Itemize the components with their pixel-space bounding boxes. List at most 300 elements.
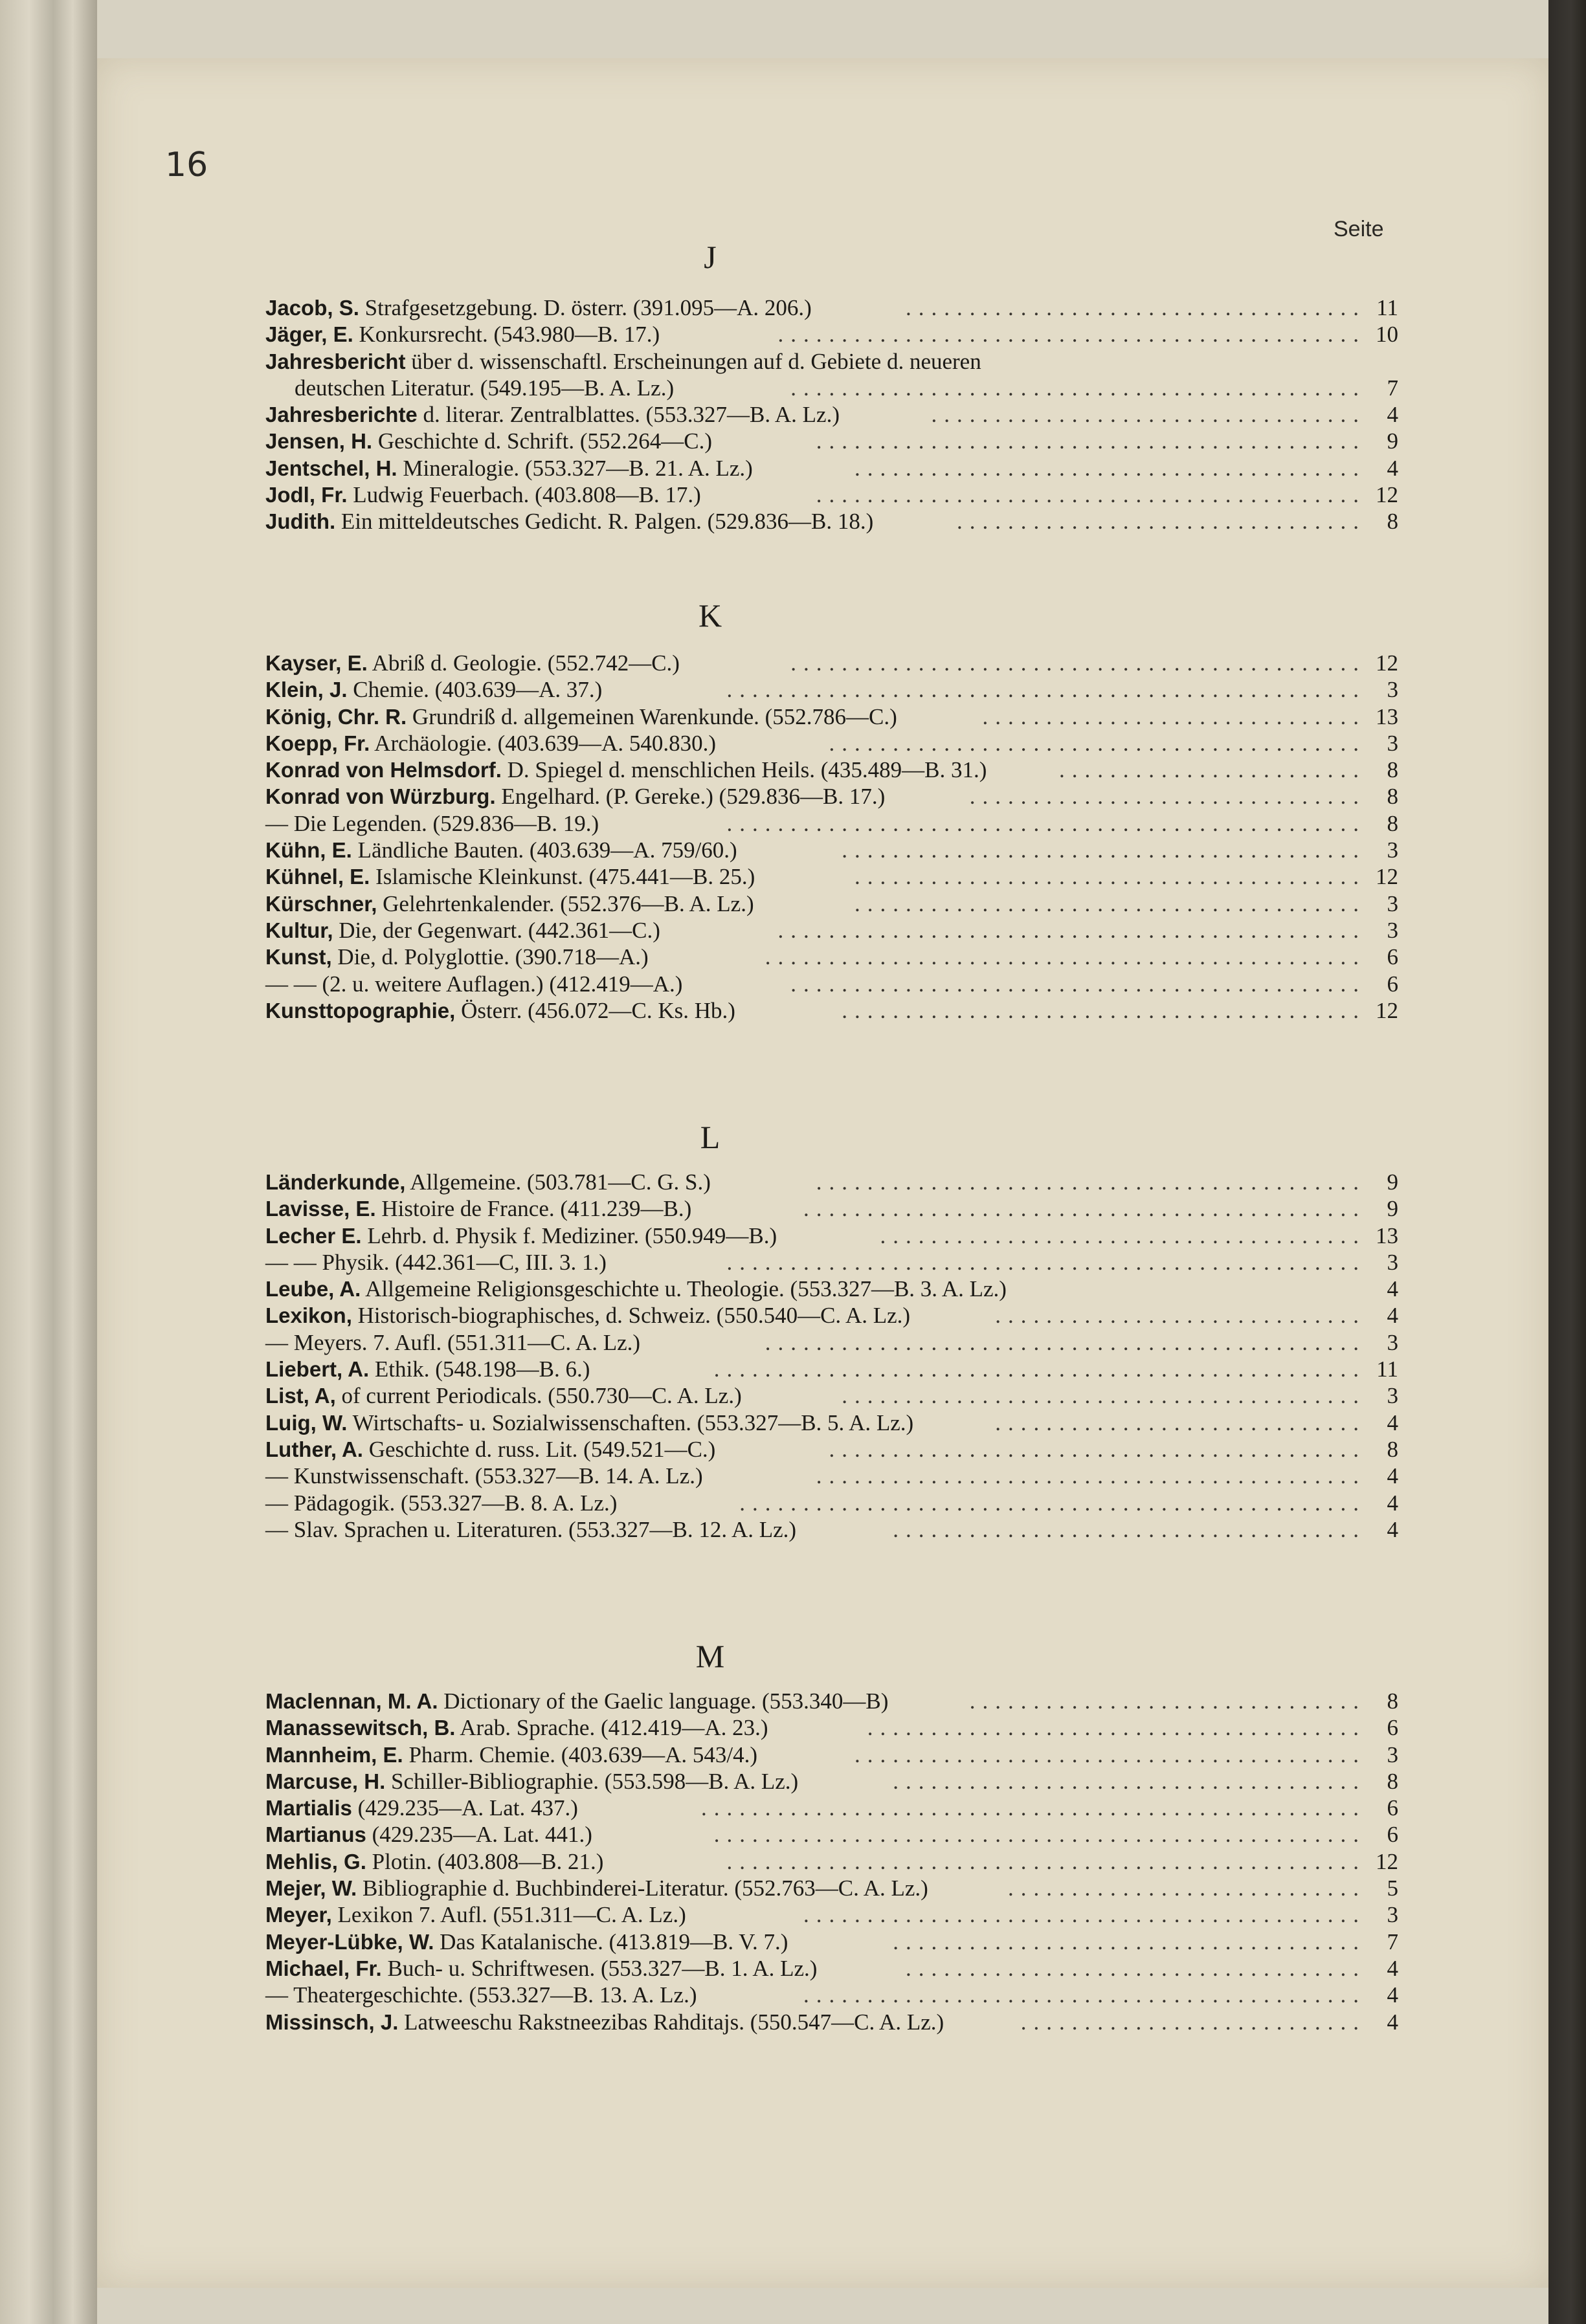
entry-heading: Lavisse, E. [265, 1197, 376, 1221]
entry-page-ref: 4 [1387, 1463, 1398, 1489]
entry-heading: Marcuse, H. [265, 1769, 386, 1793]
dot-leader: .................................... [906, 295, 1366, 320]
entry-heading: Kühn, E. [265, 838, 352, 863]
entry-description: Österr. (456.072—C. Ks. Hb.) [455, 997, 735, 1023]
entry-text [265, 1848, 603, 1875]
entry-description: — Kunstwissenschaft. (553.327—B. 14. A. Lz.) [265, 1463, 703, 1489]
entry-text [265, 508, 873, 535]
entry-description: Bibliographie d. Buchbinderei-Literatur. (552.763—C. A. Lz.) [357, 1876, 928, 1901]
seite-column-label: Seite [1334, 217, 1384, 241]
entry-page-ref: 3 [1387, 1249, 1398, 1275]
entry-page-ref: 8 [1387, 509, 1398, 535]
entry-page-ref: 4 [1387, 1303, 1398, 1329]
dot-leader: ...................................... [880, 1223, 1366, 1248]
scan-background-edge [1548, 0, 1586, 2324]
index-entry [265, 810, 1398, 837]
entry-page-ref: 4 [1387, 2009, 1398, 2035]
entry-page-ref: 10 [1376, 322, 1398, 348]
entry-description: Die, d. Polyglottie. (390.718—A.) [331, 944, 649, 970]
entry-heading: Jahresberichte [265, 403, 418, 427]
dot-leader: ............................................ [803, 1196, 1366, 1222]
index-entry [265, 891, 1398, 917]
dot-leader: .................................................. [726, 677, 1366, 703]
entry-list [265, 650, 1398, 1024]
entry-page-ref: 7 [1387, 1929, 1398, 1954]
entry-heading: Konrad von Helmsdorf. [265, 758, 502, 782]
entry-heading: Mehlis, G. [265, 1849, 366, 1874]
dot-leader: ........................................ [854, 455, 1366, 481]
entry-page-ref: 13 [1376, 703, 1398, 729]
entry-list [265, 1688, 1398, 2035]
entry-page-ref: 7 [1387, 375, 1398, 401]
entry-heading: König, Chr. R. [265, 704, 407, 729]
entry-page-ref: 8 [1387, 784, 1398, 810]
dot-leader: ........................ [1059, 757, 1366, 783]
dot-leader: ................................................. [739, 1490, 1366, 1516]
dot-leader: .................................. [931, 402, 1366, 428]
entry-heading: Maclennan, M. A. [265, 1689, 438, 1713]
dot-leader: ............................................... [765, 1329, 1366, 1355]
dot-leader: ..................................... [893, 1516, 1366, 1542]
entry-page-ref: 8 [1387, 1436, 1398, 1462]
entry-description: — Pädagogik. (553.327—B. 8. A. Lz.) [265, 1490, 618, 1516]
index-entry [265, 428, 1398, 454]
entry-page-ref: 8 [1387, 810, 1398, 836]
entry-text [265, 1463, 703, 1489]
entry-page-ref: 6 [1387, 971, 1398, 997]
entry-heading: Meyer-Lübke, W. [265, 1929, 434, 1954]
dot-leader: .................................................. [726, 1848, 1366, 1874]
entry-description: Geschichte d. Schrift. (552.264—C.) [372, 428, 712, 454]
entry-heading: Klein, J. [265, 678, 348, 702]
dot-leader: ............................. [995, 1303, 1366, 1329]
entry-description: Histoire de France. (411.239—B.) [375, 1196, 692, 1222]
entry-page-ref: 9 [1387, 1169, 1398, 1195]
entry-page-ref: 4 [1387, 1516, 1398, 1542]
entry-page-ref: 3 [1387, 917, 1398, 943]
entry-page-ref: 3 [1387, 1383, 1398, 1409]
dot-leader: ............................... [969, 1688, 1366, 1714]
entry-text [295, 375, 674, 401]
index-entry [265, 1490, 1398, 1516]
index-entry [265, 863, 1398, 890]
index-entry [265, 944, 1398, 970]
index-entry [265, 348, 1398, 375]
index-entry [265, 1356, 1398, 1382]
entry-description: Ethik. (548.198—B. 6.) [369, 1356, 590, 1382]
entry-text [265, 1302, 910, 1329]
entry-text [265, 401, 840, 428]
index-entry [265, 455, 1398, 481]
entry-heading: Missinsch, J. [265, 2009, 399, 2034]
entry-text [265, 1901, 686, 1928]
entry-text [265, 1688, 888, 1714]
dot-leader: ........................................... [816, 1169, 1366, 1195]
entry-heading: Konrad von Würzburg. [265, 784, 496, 809]
dot-leader: ........................................ [854, 864, 1366, 890]
entry-description: D. Spiegel d. menschlichen Heils. (435.489—B. 31.) [501, 757, 987, 783]
entry-description: Ludwig Feuerbach. (403.808—B. 17.) [347, 482, 701, 508]
dot-leader: ........................... [1020, 2009, 1366, 2035]
index-entry [265, 1436, 1398, 1463]
entry-page-ref: 4 [1387, 1982, 1398, 2008]
index-entry [265, 1463, 1398, 1489]
entry-heading: List, A, [265, 1384, 336, 1408]
entry-description: Historisch-biographisches, d. Schweiz. (550.540—C. A. Lz.) [352, 1303, 911, 1329]
dot-leader: ........................................ [854, 1742, 1366, 1767]
entry-heading: Manassewitsch, B. [265, 1716, 456, 1740]
entry-text [265, 1223, 777, 1249]
entry-description: Engelhard. (P. Gereke.) (529.836—B. 17.) [495, 784, 886, 810]
dot-leader: .......................................... [829, 730, 1366, 756]
index-entry [265, 1195, 1398, 1222]
index-entry [265, 401, 1398, 428]
entry-page-ref: 3 [1387, 837, 1398, 863]
entry-page-ref: 6 [1387, 1822, 1398, 1848]
dot-leader: ............................................. [790, 650, 1366, 676]
section-letter-l: L [700, 1119, 720, 1155]
entry-description: Pharm. Chemie. (403.639—A. 543/4.) [403, 1742, 758, 1767]
entry-heading: Jentschel, H. [265, 456, 397, 480]
entry-description: Das Katalanische. (413.819—B. V. 7.) [434, 1929, 788, 1954]
entry-description: (429.235—A. Lat. 437.) [352, 1795, 578, 1821]
index-entry [265, 1410, 1398, 1436]
entry-page-ref: 12 [1376, 1848, 1398, 1874]
index-entry [265, 294, 1398, 321]
entry-heading: Meyer, [265, 1903, 332, 1927]
entry-page-ref: 6 [1387, 944, 1398, 970]
entry-page-ref: 3 [1387, 1902, 1398, 1928]
index-entry [265, 1329, 1398, 1356]
index-entry [265, 676, 1398, 703]
dot-leader: ............................................. [790, 971, 1366, 997]
entry-page-ref: 11 [1376, 295, 1398, 320]
entry-description: Buch- u. Schriftwesen. (553.327—B. 1. A. Lz.) [381, 1955, 818, 1981]
entry-text [265, 348, 981, 375]
entry-text [265, 1875, 928, 1901]
entry-heading: Kayser, E. [265, 651, 368, 675]
page-number: 16 [165, 146, 208, 184]
entry-text [265, 1436, 715, 1463]
entry-page-ref: 6 [1387, 1715, 1398, 1741]
entry-text [265, 997, 735, 1024]
entry-text [265, 783, 885, 810]
entry-page-ref: 4 [1387, 1490, 1398, 1516]
entry-text [265, 1249, 607, 1276]
entry-heading: Kunst, [265, 945, 332, 969]
index-entry [265, 917, 1398, 944]
entry-heading: Michael, Fr. [265, 1956, 382, 1980]
index-entry [265, 1223, 1398, 1249]
dot-leader: .................................................... [701, 1795, 1366, 1821]
entry-text [265, 1768, 798, 1795]
index-entry [265, 1929, 1398, 1955]
index-entry [265, 1742, 1398, 1768]
dot-leader: ............................... [969, 784, 1366, 810]
index-entry [265, 703, 1398, 730]
entry-description: Wirtschafts- u. Sozialwissenschaften. (553.327—B. 5. A. Lz.) [347, 1410, 914, 1435]
entry-text [265, 428, 712, 454]
index-entry [265, 1982, 1398, 2008]
entry-description: Islamische Kleinkunst. (475.441—B. 25.) [370, 864, 755, 890]
entry-page-ref: 8 [1387, 1688, 1398, 1714]
entry-page-ref: 8 [1387, 757, 1398, 783]
entry-description: Ein mitteldeutsches Gedicht. R. Palgen. (529.836—B. 18.) [335, 509, 874, 535]
entry-text [265, 1821, 592, 1848]
index-entry [265, 1768, 1398, 1795]
entry-page-ref: 13 [1376, 1223, 1398, 1248]
index-entry [265, 1875, 1398, 1901]
section-letter-j: J [704, 239, 717, 275]
dot-leader: ............................ [1008, 1876, 1366, 1901]
dot-leader: .................................................. [726, 1249, 1366, 1275]
entry-page-ref: 8 [1387, 1768, 1398, 1794]
dot-leader: .............................................. [777, 322, 1366, 348]
entry-page-ref: 12 [1376, 997, 1398, 1023]
entry-text [265, 1356, 590, 1382]
entry-heading: Jäger, E. [265, 322, 353, 347]
dot-leader: ..................................... [893, 1929, 1366, 1954]
index-entry [265, 1955, 1398, 1982]
entry-page-ref: 9 [1387, 1196, 1398, 1222]
entry-page-ref: 12 [1376, 864, 1398, 890]
dot-leader: ................................................... [713, 1356, 1366, 1382]
entry-page-ref: 3 [1387, 677, 1398, 703]
index-entry [265, 997, 1398, 1024]
entry-description: Plotin. (403.808—B. 21.) [366, 1848, 604, 1874]
entry-description: — Theatergeschichte. (553.327—B. 13. A. Lz.) [265, 1982, 697, 2008]
entry-description: — Slav. Sprachen u. Literaturen. (553.327—B. 12. A. Lz.) [265, 1516, 797, 1542]
dot-leader: ................................ [957, 509, 1366, 535]
entry-text [265, 650, 680, 676]
entry-heading: Jacob, S. [265, 296, 359, 320]
entry-heading: Judith. [265, 509, 336, 534]
entry-description: Gelehrtenkalender. (552.376—B. A. Lz.) [377, 891, 754, 916]
index-entry [265, 1821, 1398, 1848]
entry-page-ref: 5 [1387, 1876, 1398, 1901]
entry-text [265, 1490, 617, 1516]
entry-text [265, 757, 987, 783]
entry-page-ref: 3 [1387, 891, 1398, 916]
index-entry [265, 481, 1398, 508]
entry-text [265, 481, 701, 508]
entry-description: Chemie. (403.639—A. 37.) [347, 677, 603, 703]
entry-page-ref: 4 [1387, 1955, 1398, 1981]
dot-leader: .............................................. [777, 917, 1366, 943]
entry-text [265, 1795, 578, 1821]
entry-text [265, 321, 660, 348]
entry-description: d. literar. Zentralblattes. (553.327—B. A. Lz.) [417, 402, 840, 428]
entry-heading: Mejer, W. [265, 1876, 357, 1901]
dot-leader: ......................................... [842, 997, 1366, 1023]
entry-heading: Martianus [265, 1822, 366, 1847]
entry-description: Die, der Gegenwart. (442.361—C.) [333, 917, 660, 943]
entry-description: Archäologie. (403.639—A. 540.830.) [370, 730, 716, 756]
entry-heading: Kürschner, [265, 891, 377, 916]
index-entry [265, 375, 1398, 401]
index-entry [265, 971, 1398, 997]
entry-page-ref: 4 [1387, 402, 1398, 428]
entry-text [265, 1955, 817, 1982]
entry-description: Latweeschu Rakstneezibas Rahditajs. (550.547—C. A. Lz.) [398, 2009, 944, 2035]
entry-heading: Martialis [265, 1796, 352, 1820]
entry-text [265, 1329, 640, 1356]
entry-heading: Länderkunde, [265, 1170, 406, 1194]
entry-heading: Liebert, A. [265, 1357, 370, 1382]
entry-description: — — (2. u. weitere Auflagen.) (412.419—A.) [265, 971, 683, 997]
entry-text [265, 1929, 788, 1955]
entry-description: Allgemeine. (503.781—C. G. S.) [405, 1169, 711, 1195]
index-entry [265, 508, 1398, 535]
entry-page-ref: 12 [1376, 482, 1398, 508]
index-entry [265, 1516, 1398, 1543]
entry-heading: Leube, A. [265, 1277, 361, 1301]
entry-list [265, 294, 1398, 535]
dot-leader: ........................................... [816, 482, 1366, 508]
entry-heading: Kühnel, E. [265, 865, 370, 889]
entry-text [265, 703, 897, 730]
book-spine-edge [0, 0, 97, 2324]
entry-heading: Kultur, [265, 918, 333, 942]
entry-heading: Luig, W. [265, 1410, 348, 1435]
entry-heading: Jodl, Fr. [265, 483, 348, 507]
entry-heading: Kunsttopographie, [265, 998, 456, 1023]
dot-leader: ....................................... [867, 1715, 1366, 1741]
index-entry [265, 1848, 1398, 1875]
entry-page-ref: 6 [1387, 1795, 1398, 1821]
index-entry [265, 757, 1398, 783]
entry-text [265, 1742, 757, 1768]
entry-text [265, 837, 737, 863]
entry-heading: Koepp, Fr. [265, 731, 370, 755]
entry-text [265, 1382, 742, 1409]
entry-text [265, 455, 753, 481]
entry-list [265, 1169, 1398, 1543]
entry-text [265, 294, 812, 321]
dot-leader: ......................................... [842, 837, 1366, 863]
index-entry [265, 1901, 1398, 1928]
entry-description: (429.235—A. Lat. 441.) [366, 1822, 592, 1848]
entry-text [265, 2009, 944, 2035]
entry-description: Abriß d. Geologie. (552.742—C.) [367, 650, 680, 676]
section-letter-m: M [695, 1638, 725, 1674]
dot-leader: ............................................. [790, 375, 1366, 401]
entry-description: deutschen Literatur. (549.195—B. A. Lz.) [295, 375, 675, 401]
index-entry [265, 1249, 1398, 1276]
entry-description: Konkursrecht. (543.980—B. 17.) [353, 322, 660, 348]
entry-page-ref: 11 [1376, 1356, 1398, 1382]
entry-text [265, 917, 660, 944]
index-entry [265, 1302, 1398, 1329]
dot-leader: ..................................... [893, 1768, 1366, 1794]
entry-text [265, 676, 602, 703]
entry-text [265, 891, 754, 917]
entry-text [265, 1169, 711, 1195]
index-entry [265, 1382, 1398, 1409]
entry-heading: Jensen, H. [265, 429, 373, 454]
dot-leader: .................................................. [726, 810, 1366, 836]
entry-text [265, 863, 755, 890]
entry-heading: Mannheim, E. [265, 1742, 403, 1767]
entry-description: Lexikon 7. Aufl. (551.311—C. A. Lz.) [331, 1902, 686, 1928]
entry-text [265, 1982, 697, 2008]
entry-description: Geschichte d. russ. Lit. (549.521—C.) [363, 1436, 716, 1462]
index-entry [265, 1276, 1398, 1302]
dot-leader: ............................................... [765, 944, 1366, 970]
entry-description: Schiller-Bibliographie. (553.598—B. A. Lz.) [385, 1768, 799, 1794]
entry-description: of current Periodicals. (550.730—C. A. Lz.) [335, 1383, 742, 1409]
entry-description: Dictionary of the Gaelic language. (553.340—B) [438, 1688, 889, 1714]
entry-text [265, 810, 599, 837]
dot-leader: ............................................ [803, 1982, 1366, 2008]
dot-leader: ............................. [995, 1410, 1366, 1435]
entry-text [265, 1714, 768, 1741]
entry-text [265, 1195, 691, 1222]
index-entry [265, 783, 1398, 810]
index-entry [265, 1169, 1398, 1195]
dot-leader: .............................. [982, 703, 1366, 729]
dot-leader: ........................................... [816, 428, 1366, 454]
entry-description: — Meyers. 7. Aufl. (551.311—C. A. Lz.) [265, 1329, 641, 1355]
entry-page-ref: 4 [1387, 1276, 1398, 1302]
dot-leader: .......................................... [829, 1436, 1366, 1462]
index-entry [265, 650, 1398, 676]
entry-page-ref: 4 [1387, 1410, 1398, 1435]
entry-description: Lehrb. d. Physik f. Mediziner. (550.949—B.) [361, 1223, 777, 1248]
index-entry [265, 1795, 1398, 1821]
index-entry [265, 1688, 1398, 1714]
dot-leader: ................................................... [713, 1822, 1366, 1848]
entry-text [265, 1276, 1007, 1302]
entry-heading: Luther, A. [265, 1437, 363, 1461]
entry-description: Arab. Sprache. (412.419—A. 23.) [455, 1715, 768, 1741]
entry-text [265, 1516, 796, 1543]
entry-text [265, 1410, 913, 1436]
entry-text [265, 971, 682, 997]
section-letter-k: K [698, 597, 722, 634]
entry-description: Strafgesetzgebung. D. österr. (391.095—A. 206.) [359, 295, 812, 320]
dot-leader: ......................................... [842, 1383, 1366, 1409]
entry-page-ref: 3 [1387, 1329, 1398, 1355]
entry-description: Allgemeine Religionsgeschichte u. Theologie. (553.327—B. 3. A. Lz.) [361, 1276, 1007, 1302]
entry-heading: Lecher E. [265, 1223, 362, 1248]
entry-page-ref: 3 [1387, 730, 1398, 756]
entry-text [265, 730, 716, 757]
dot-leader: .................................... [906, 1955, 1366, 1981]
index-entry [265, 1714, 1398, 1741]
dot-leader: ........................................ [854, 891, 1366, 916]
entry-description: über d. wissenschaftl. Erscheinungen auf d. Gebiete d. neueren [405, 348, 981, 374]
entry-text [265, 944, 649, 970]
entry-heading: Jahresbericht [265, 349, 406, 373]
entry-description: Ländliche Bauten. (403.639—A. 759/60.) [352, 837, 737, 863]
entry-page-ref: 3 [1387, 1742, 1398, 1767]
index-entry [265, 2009, 1398, 2035]
index-entry [265, 730, 1398, 757]
entry-description: — Die Legenden. (529.836—B. 19.) [265, 810, 599, 836]
entry-page-ref: 12 [1376, 650, 1398, 676]
index-entry [265, 321, 1398, 348]
entry-page-ref: 9 [1387, 428, 1398, 454]
index-entry [265, 837, 1398, 863]
entry-description: Grundriß d. allgemeinen Warenkunde. (552.786—C.) [407, 703, 897, 729]
entry-description: — — Physik. (442.361—C, III. 3. 1.) [265, 1249, 607, 1275]
entry-heading: Lexikon, [265, 1303, 352, 1328]
entry-page-ref: 4 [1387, 455, 1398, 481]
entry-description: Mineralogie. (553.327—B. 21. A. Lz.) [397, 455, 753, 481]
dot-leader: ............................................ [803, 1902, 1366, 1928]
dot-leader: ........................................... [816, 1463, 1366, 1489]
